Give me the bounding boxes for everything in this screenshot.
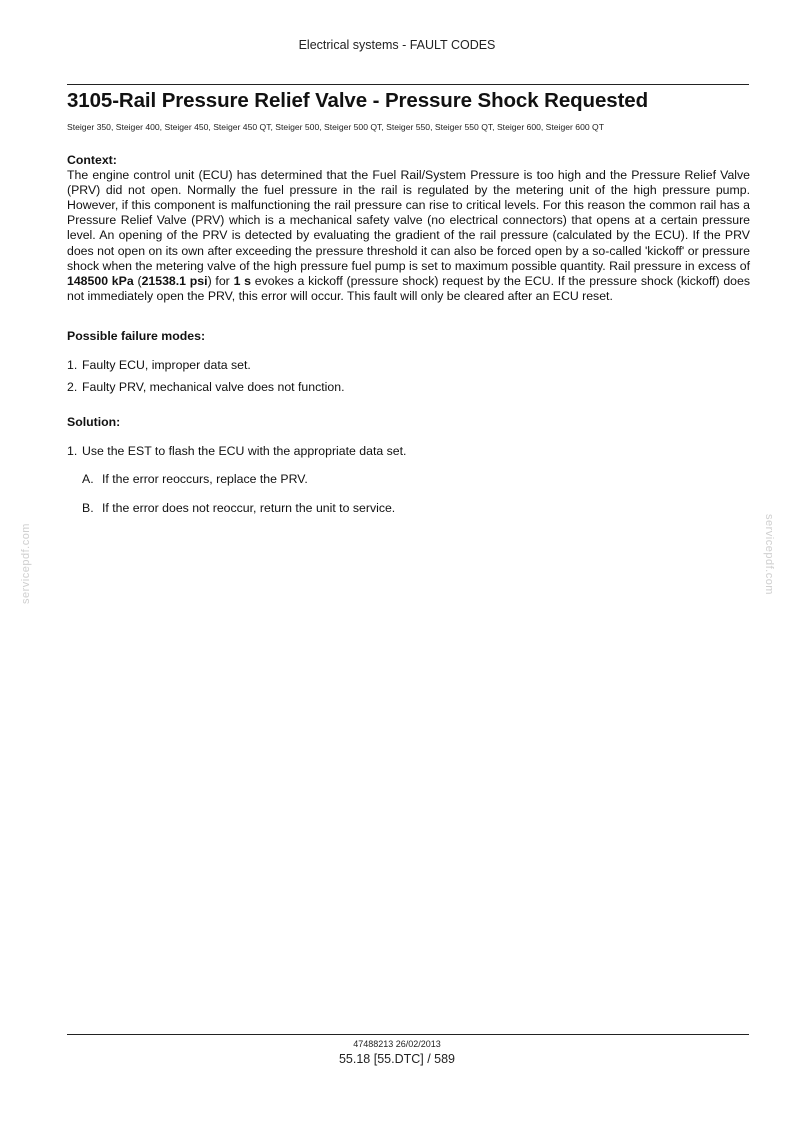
context-text-4: evokes a kickoff (pressure shock) request by the ECU. If the pressure shock (kickoff) does not immediately open the PRV, this error will occur. This fault will only be cleared after an ECU reset. xyxy=(67,273,750,303)
item-number: 1. xyxy=(67,358,78,373)
page-title: 3105-Rail Pressure Relief Valve - Pressure Shock Requested xyxy=(67,89,649,112)
context-text-3: ) for xyxy=(207,273,234,288)
solution-list xyxy=(67,444,750,459)
step-number: 1. xyxy=(67,444,78,459)
step-text: Use the EST to flash the ECU with the appropriate data set. xyxy=(82,444,407,459)
sub-item-text: If the error reoccurs, replace the PRV. xyxy=(102,472,308,487)
footer-page-number: 55.18 [55.DTC] / 589 xyxy=(338,1052,456,1066)
watermark-right: servicepdf.com xyxy=(763,514,775,595)
context-heading: Context: xyxy=(67,153,117,167)
pressure-psi: 21538.1 psi xyxy=(141,273,208,288)
sub-item-text: If the error does not reoccur, return the unit to service. xyxy=(102,500,396,515)
context-paragraph xyxy=(67,168,750,304)
item-text: Faulty PRV, mechanical valve does not function. xyxy=(82,380,345,395)
watermark-left: servicepdf.com xyxy=(20,523,32,604)
footer-rule xyxy=(67,1034,749,1035)
context-text-2: ( xyxy=(133,273,142,288)
time-value: 1 s xyxy=(233,273,252,288)
sub-item-letter: B. xyxy=(82,500,94,515)
list-item xyxy=(67,380,750,395)
sub-item xyxy=(82,501,750,516)
footer-doc-ref: 47488213 26/02/2013 xyxy=(353,1039,441,1049)
context-text-1: The engine control unit (ECU) has determined that the Fuel Rail/System Pressure is too high and the Pressure Relief Valve (PRV) did not open. Normally the fuel pressure in the rail is regulated by the metering unit of the high pressure pump. However, if this component is malfunctioning the rail pressure can rise to critical levels. For this reason the common rail has a Pressure Relief Valve (PRV) which is a mechanical safety valve (no electrical connectors) that opens at a certain pressure level. An opening of the PRV is detected by evaluating the gradient of the rail pressure (calculated by the ECU). If the PRV does not open on its own after exceeding the pressure threshold it can also be forced open by a so-called 'kickoff' or pressure shock when the metering valve of the high pressure fuel pump is set to maximum possible quantity. Rail pressure in excess of xyxy=(67,168,750,273)
content-body xyxy=(67,153,750,516)
model-list: Steiger 350, Steiger 400, Steiger 450, Steiger 450 QT, Steiger 500, Steiger 500 QT, Steiger 550, Steiger 550 QT, Steiger 600, Steiger 600 QT xyxy=(67,122,604,132)
solution-heading: Solution: xyxy=(67,415,121,430)
sub-item-letter: A. xyxy=(82,472,94,487)
list-item xyxy=(67,444,750,459)
failure-modes-heading: Possible failure modes: xyxy=(67,328,206,343)
list-item xyxy=(67,358,750,373)
sub-item xyxy=(82,472,750,487)
item-number: 2. xyxy=(67,380,78,395)
header-rule xyxy=(67,84,749,85)
failure-modes-list xyxy=(67,358,750,395)
page-header: Electrical systems - FAULT CODES xyxy=(298,38,496,52)
item-text: Faulty ECU, improper data set. xyxy=(82,358,251,373)
pressure-kpa: 148500 kPa xyxy=(67,273,134,288)
